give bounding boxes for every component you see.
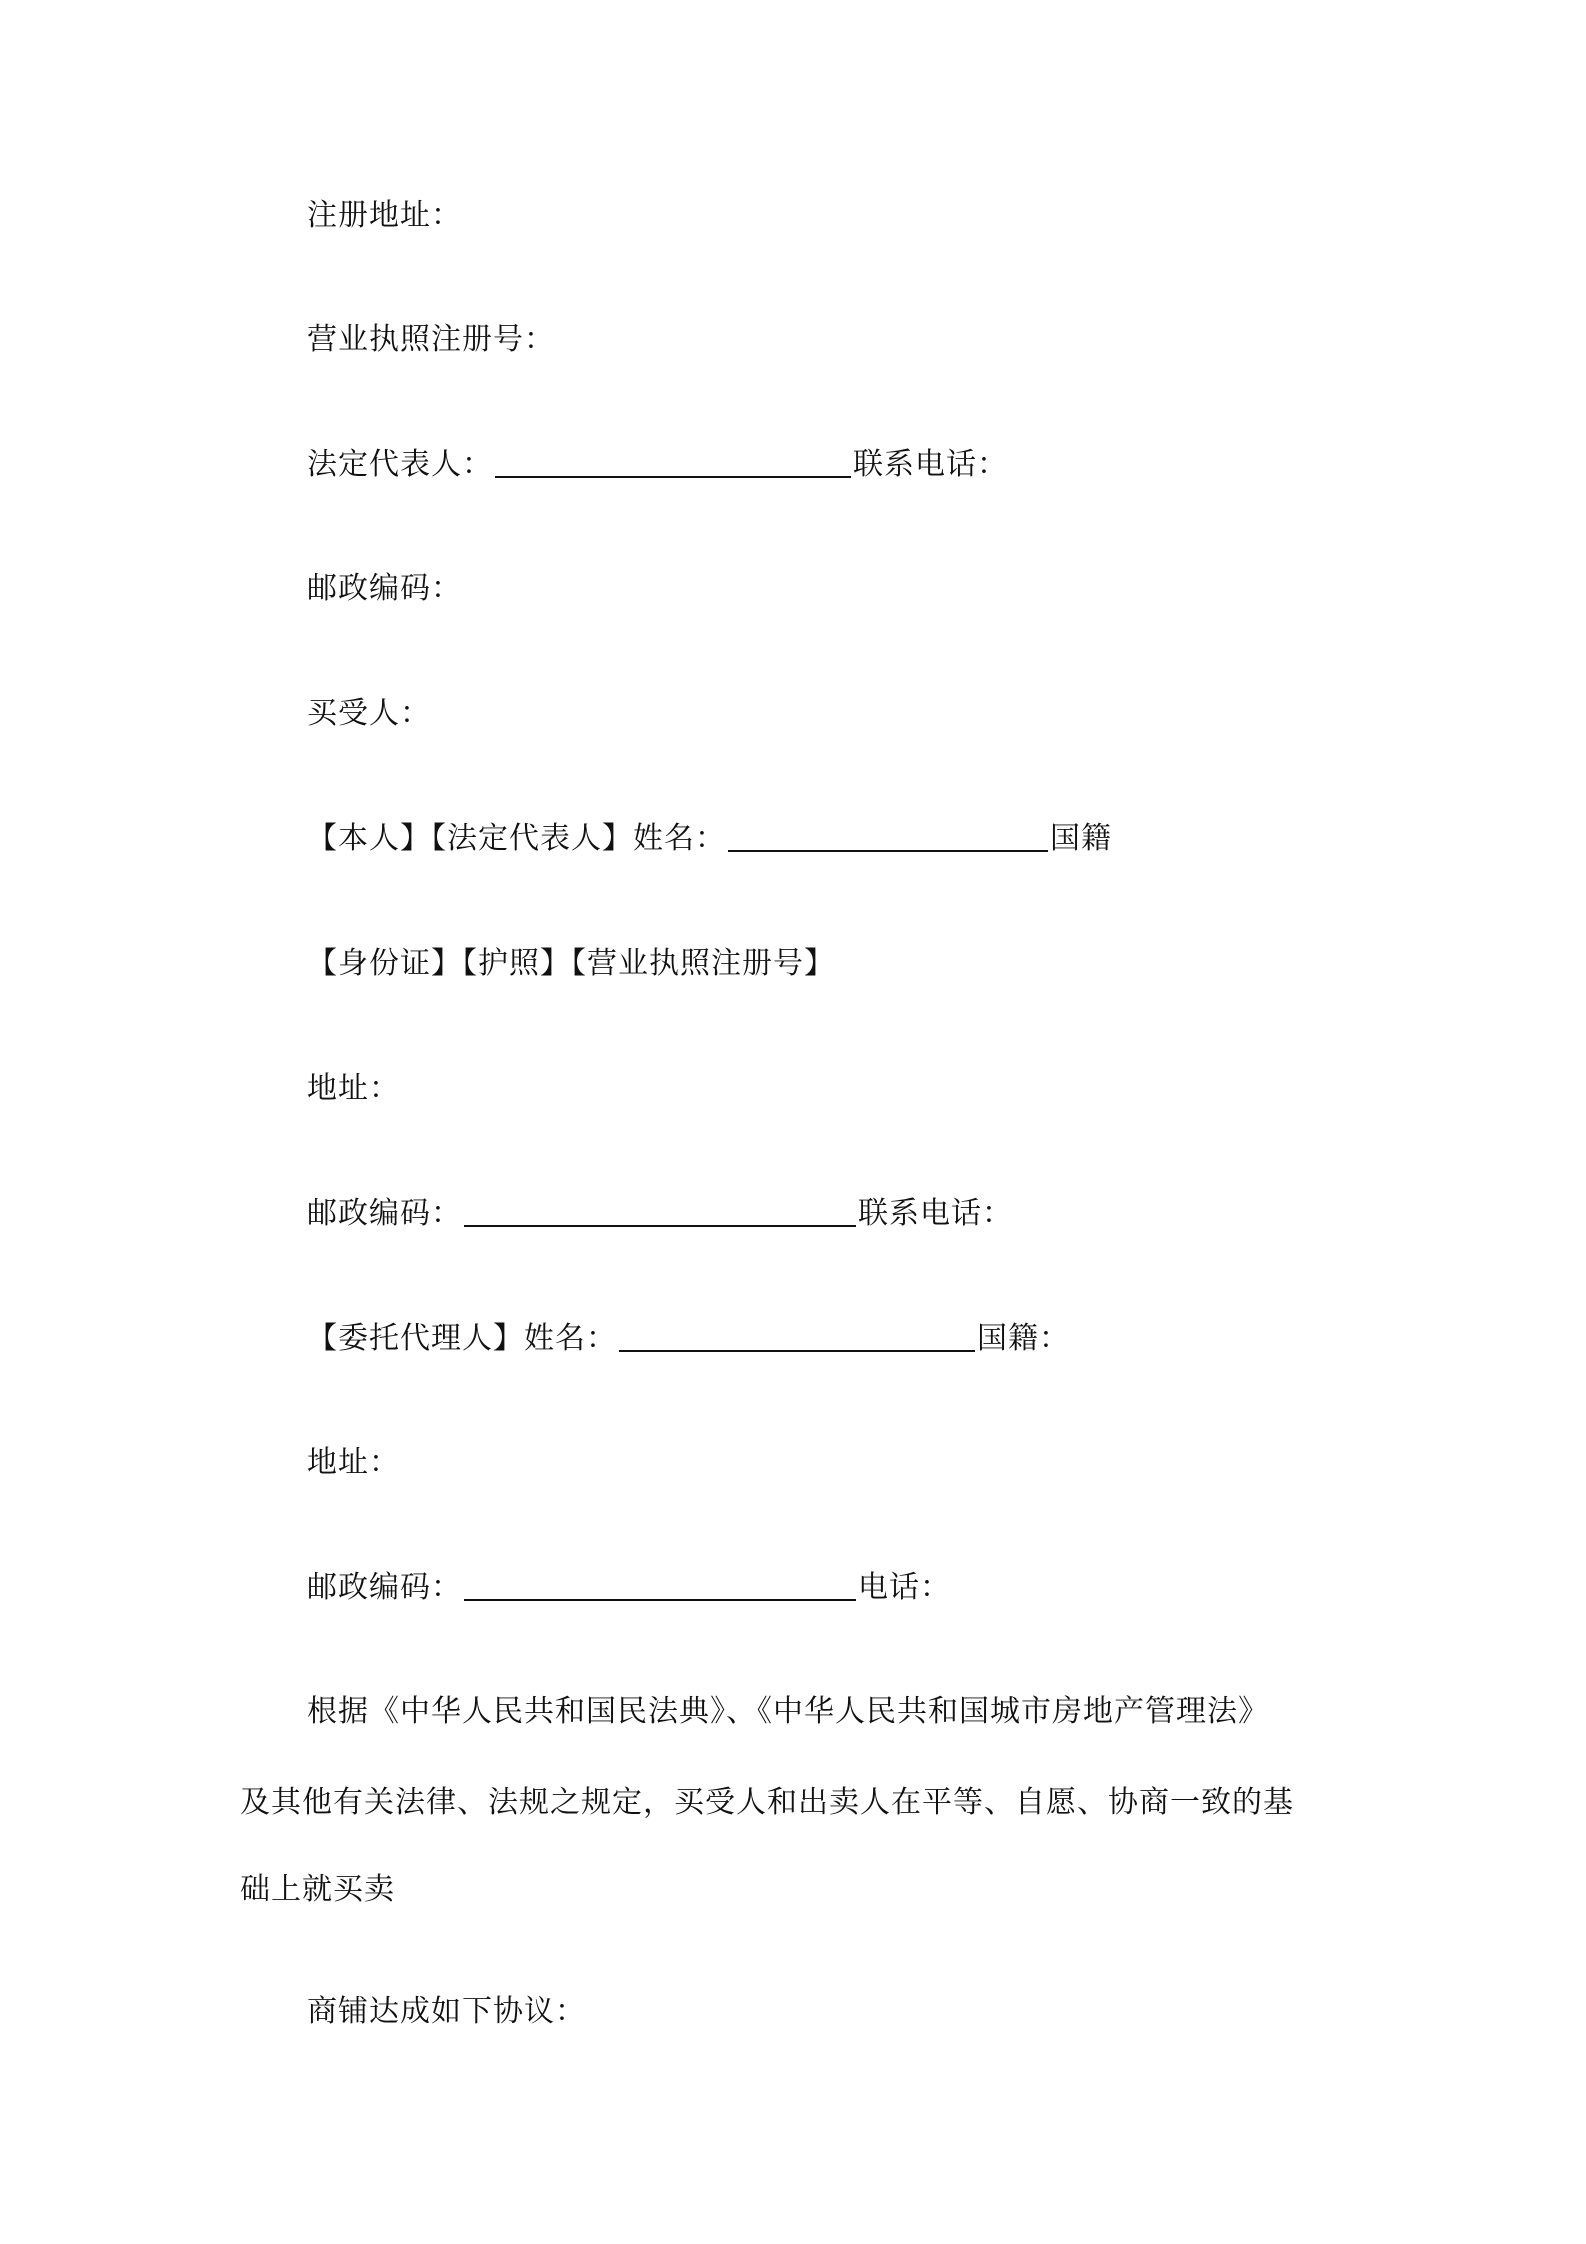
agent-name-label: 【委托代理人】姓名： <box>307 1321 617 1356</box>
agent-address-line <box>307 1443 400 1483</box>
agreement-text: 商铺达成如下协议： <box>307 1994 586 2029</box>
basis-text-1: 根据《中华人民共和国民法典》、《中华人民共和国城市房地产管理法》 <box>307 1694 1269 1729</box>
buyer-name-label: 【本人】【法定代表人】姓名： <box>307 821 726 856</box>
basis-paragraph-line-2 <box>240 1783 1350 1823</box>
postcode-label: 邮政编码： <box>307 571 462 606</box>
postcode-label: 邮政编码： <box>307 1570 462 1605</box>
postcode-phone-line <box>307 1194 1013 1234</box>
postcode-blank[interactable] <box>464 1569 856 1601</box>
postcode-blank[interactable] <box>464 1195 856 1227</box>
business-license-line <box>307 320 555 360</box>
nationality-label: 国籍： <box>977 1321 1070 1356</box>
buyer-line <box>307 694 431 734</box>
nationality-label: 国籍 <box>1050 821 1112 856</box>
agent-name-blank[interactable] <box>619 1320 975 1352</box>
id-type-options: 【身份证】【护照】【营业执照注册号】 <box>307 946 835 981</box>
address-label: 地址： <box>307 1445 400 1480</box>
legal-representative-line <box>307 445 1008 485</box>
address-line <box>307 1069 400 1109</box>
buyer-label: 买受人： <box>307 696 431 731</box>
basis-text-3: 础上就买卖 <box>240 1872 395 1907</box>
legal-representative-label: 法定代表人： <box>307 447 493 482</box>
basis-paragraph-line-3 <box>240 1870 1350 1910</box>
legal-representative-blank[interactable] <box>495 446 851 478</box>
phone-label: 联系电话： <box>858 1196 1013 1231</box>
registered-address-line <box>307 196 462 236</box>
basis-text-2: 及其他有关法律、法规之规定，买受人和出卖人在平等、自愿、协商一致的基 <box>240 1785 1294 1820</box>
postcode-line <box>307 569 462 609</box>
agent-name-line <box>307 1319 1070 1359</box>
postcode-label: 邮政编码： <box>307 1196 462 1231</box>
address-label: 地址： <box>307 1071 400 1106</box>
registered-address-label: 注册地址： <box>307 198 462 233</box>
buyer-name-line <box>307 819 1112 859</box>
agent-postcode-phone-line <box>307 1568 951 1608</box>
id-type-line <box>307 944 835 984</box>
phone-label: 联系电话： <box>853 447 1008 482</box>
phone-label: 电话： <box>858 1570 951 1605</box>
buyer-name-blank[interactable] <box>728 820 1048 852</box>
agreement-line <box>307 1992 586 2032</box>
business-license-label: 营业执照注册号： <box>307 322 555 357</box>
basis-paragraph-line-1 <box>240 1692 1417 1732</box>
